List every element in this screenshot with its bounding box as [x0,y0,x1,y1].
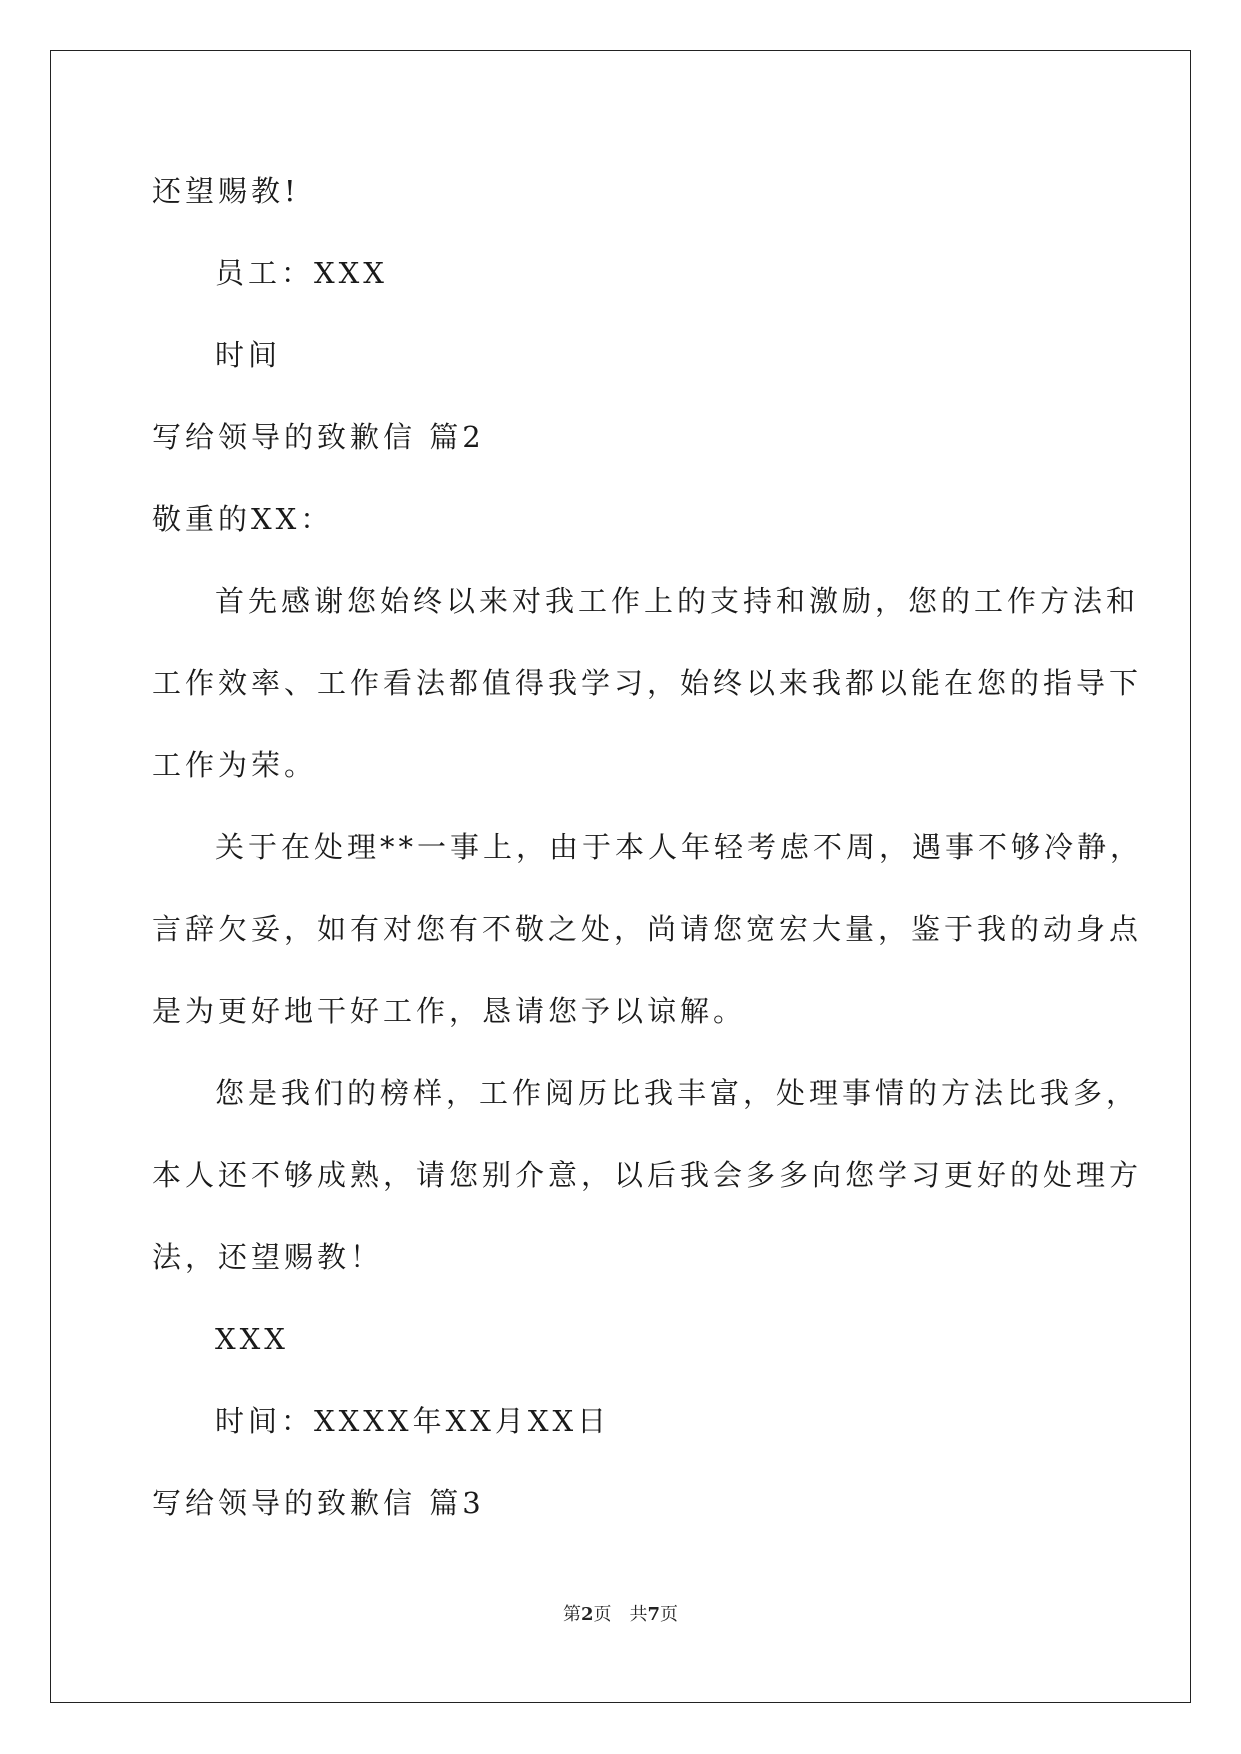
text-line: 工作效率、工作看法都值得我学习，始终以来我都以能在您的指导下 [152,666,1143,700]
text-line: 本人还不够成熟，请您别介意，以后我会多多向您学习更好的处理方 [152,1158,1143,1192]
salutation: 敬重的XX： [152,502,334,536]
text-line: 时间 [215,338,282,372]
section-heading: 写给领导的致歉信 篇3 [152,1486,485,1520]
section-heading: 写给领导的致歉信 篇2 [152,420,485,454]
footer-prefix: 第 [562,1604,581,1625]
footer-mid: 页 共 [593,1604,648,1625]
text-line: 您是我们的榜样，工作阅历比我丰富，处理事情的方法比我多， [215,1076,1140,1110]
footer-suffix: 页 [660,1604,679,1625]
text-line: 工作为荣。 [152,748,318,782]
text-line: 是为更好地干好工作，恳请您予以谅解。 [152,994,747,1028]
current-page-number: 2 [580,1604,594,1625]
date-line: 时间：XXXX年XX月XX日 [215,1404,611,1438]
signature: XXX [215,1322,289,1356]
page-footer [0,1600,1241,1626]
total-page-number: 7 [647,1604,661,1625]
text-line: 还望赐教! [152,174,300,208]
text-line: 首先感谢您始终以来对我工作上的支持和激励，您的工作方法和 [215,584,1140,618]
text-line: 员工：XXX [215,256,388,290]
text-line: 言辞欠妥，如有对您有不敬之处，尚请您宽宏大量，鉴于我的动身点 [152,912,1143,946]
text-line: 法，还望赐教！ [152,1240,384,1274]
text-line: 关于在处理**一事上，由于本人年轻考虑不周，遇事不够冷静， [215,830,1144,864]
document-body [152,150,1144,1544]
